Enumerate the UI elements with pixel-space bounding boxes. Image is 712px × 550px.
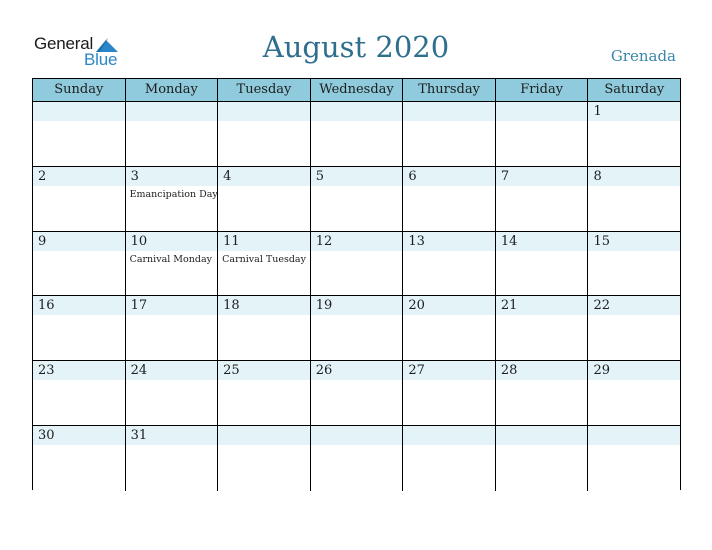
day-band [496,426,588,445]
day-cell[interactable] [218,167,311,231]
day-cell[interactable] [496,232,589,296]
day-number: 15 [593,233,611,249]
day-cell[interactable] [126,296,219,360]
day-number: 16 [38,298,55,314]
day-band [403,167,495,186]
day-cell[interactable] [403,426,496,491]
logo-general-text: General [34,34,94,53]
day-cell[interactable] [218,102,311,166]
day-number: 23 [38,363,55,379]
day-number: 27 [408,363,425,379]
day-cell[interactable] [33,167,126,231]
holiday-label: Emancipation Day [129,188,218,200]
day-number: 6 [408,168,417,184]
day-cell[interactable] [218,296,311,360]
day-cell[interactable] [311,232,404,296]
week-row [33,426,680,491]
day-number: 21 [500,298,518,314]
day-cell[interactable] [218,426,311,491]
day-cell[interactable] [403,232,496,296]
day-cell[interactable] [311,102,404,166]
day-cell[interactable] [218,232,311,296]
day-band [33,167,125,186]
day-number: 24 [130,363,148,379]
holiday-label: Carnival Tuesday [222,253,306,265]
day-band [588,167,680,186]
weekday-wednesday: Wednesday [311,79,404,101]
day-cell[interactable] [126,167,219,231]
weekday-sunday: Sunday [33,79,126,101]
day-band [218,167,310,186]
day-cell[interactable] [588,426,680,491]
week-row [33,232,680,297]
day-number: 29 [593,363,611,379]
day-band [126,102,218,121]
day-cell[interactable] [33,296,126,360]
day-number: 13 [408,233,425,249]
day-cell[interactable] [496,426,589,491]
day-cell[interactable] [126,361,219,425]
day-band [496,167,588,186]
day-cell[interactable] [126,102,219,166]
day-number: 20 [408,298,425,314]
day-cell[interactable] [588,232,680,296]
day-number: 7 [500,168,510,184]
day-cell[interactable] [496,102,589,166]
week-row [33,167,680,232]
day-cell[interactable] [33,426,126,491]
day-cell[interactable] [588,102,680,166]
weekday-saturday: Saturday [604,82,665,97]
day-number: 10 [130,233,148,249]
day-cell[interactable] [311,361,404,425]
day-number: 26 [315,363,333,379]
day-cell[interactable] [588,167,680,231]
day-cell[interactable] [33,102,126,166]
day-band [311,167,403,186]
weekday-header [33,79,680,102]
week-row [33,296,680,361]
day-cell[interactable] [33,361,126,425]
week-row [33,102,680,167]
day-cell[interactable] [403,167,496,231]
day-band [126,167,218,186]
day-band [588,102,680,121]
day-band [311,102,403,121]
day-number: 8 [593,168,602,184]
day-cell[interactable] [126,232,219,296]
calendar-grid [32,78,681,490]
day-cell[interactable] [496,361,589,425]
day-number: 1 [593,104,602,119]
weekday-tuesday: Tuesday [218,79,311,101]
day-number: 14 [500,233,518,249]
day-cell[interactable] [496,167,589,231]
day-band [33,232,125,251]
day-number: 9 [38,233,47,249]
day-number: 18 [223,298,240,314]
page-title: August 2020 [262,30,450,64]
logo-blue-text: Blue [84,50,118,69]
day-cell[interactable] [311,296,404,360]
day-band [33,102,125,121]
weekday-monday: Monday [126,79,219,101]
day-number: 28 [500,363,518,379]
day-band [218,426,310,445]
day-cell[interactable] [126,426,219,491]
day-number: 11 [223,233,240,249]
weekday-friday: Friday [496,79,589,101]
day-cell[interactable] [588,361,680,425]
day-band [311,426,403,445]
day-cell[interactable] [403,102,496,166]
weekday-thursday: Thursday [403,79,496,101]
day-number: 17 [130,298,148,314]
day-cell[interactable] [311,167,404,231]
holiday-label: Carnival Monday [129,253,212,265]
calendar-weeks [33,102,680,491]
day-cell[interactable] [588,296,680,360]
day-number: 25 [223,363,240,379]
day-number: 4 [223,168,232,184]
day-band [588,426,680,445]
day-cell[interactable] [403,361,496,425]
country-label: Grenada [610,47,676,65]
day-number: 30 [38,427,55,443]
week-row [33,361,680,426]
day-number: 31 [130,427,148,443]
day-number: 2 [38,168,47,184]
day-band [403,102,495,121]
day-band [218,102,310,121]
day-number: 19 [315,298,333,314]
day-number: 3 [130,168,139,184]
day-cell[interactable] [496,296,589,360]
day-cell[interactable] [311,426,404,491]
day-number: 22 [593,298,611,314]
day-band [496,102,588,121]
day-number: 5 [315,168,325,184]
day-number: 12 [315,233,333,249]
day-cell[interactable] [218,361,311,425]
day-cell[interactable] [403,296,496,360]
day-band [403,426,495,445]
day-cell[interactable] [33,232,126,296]
